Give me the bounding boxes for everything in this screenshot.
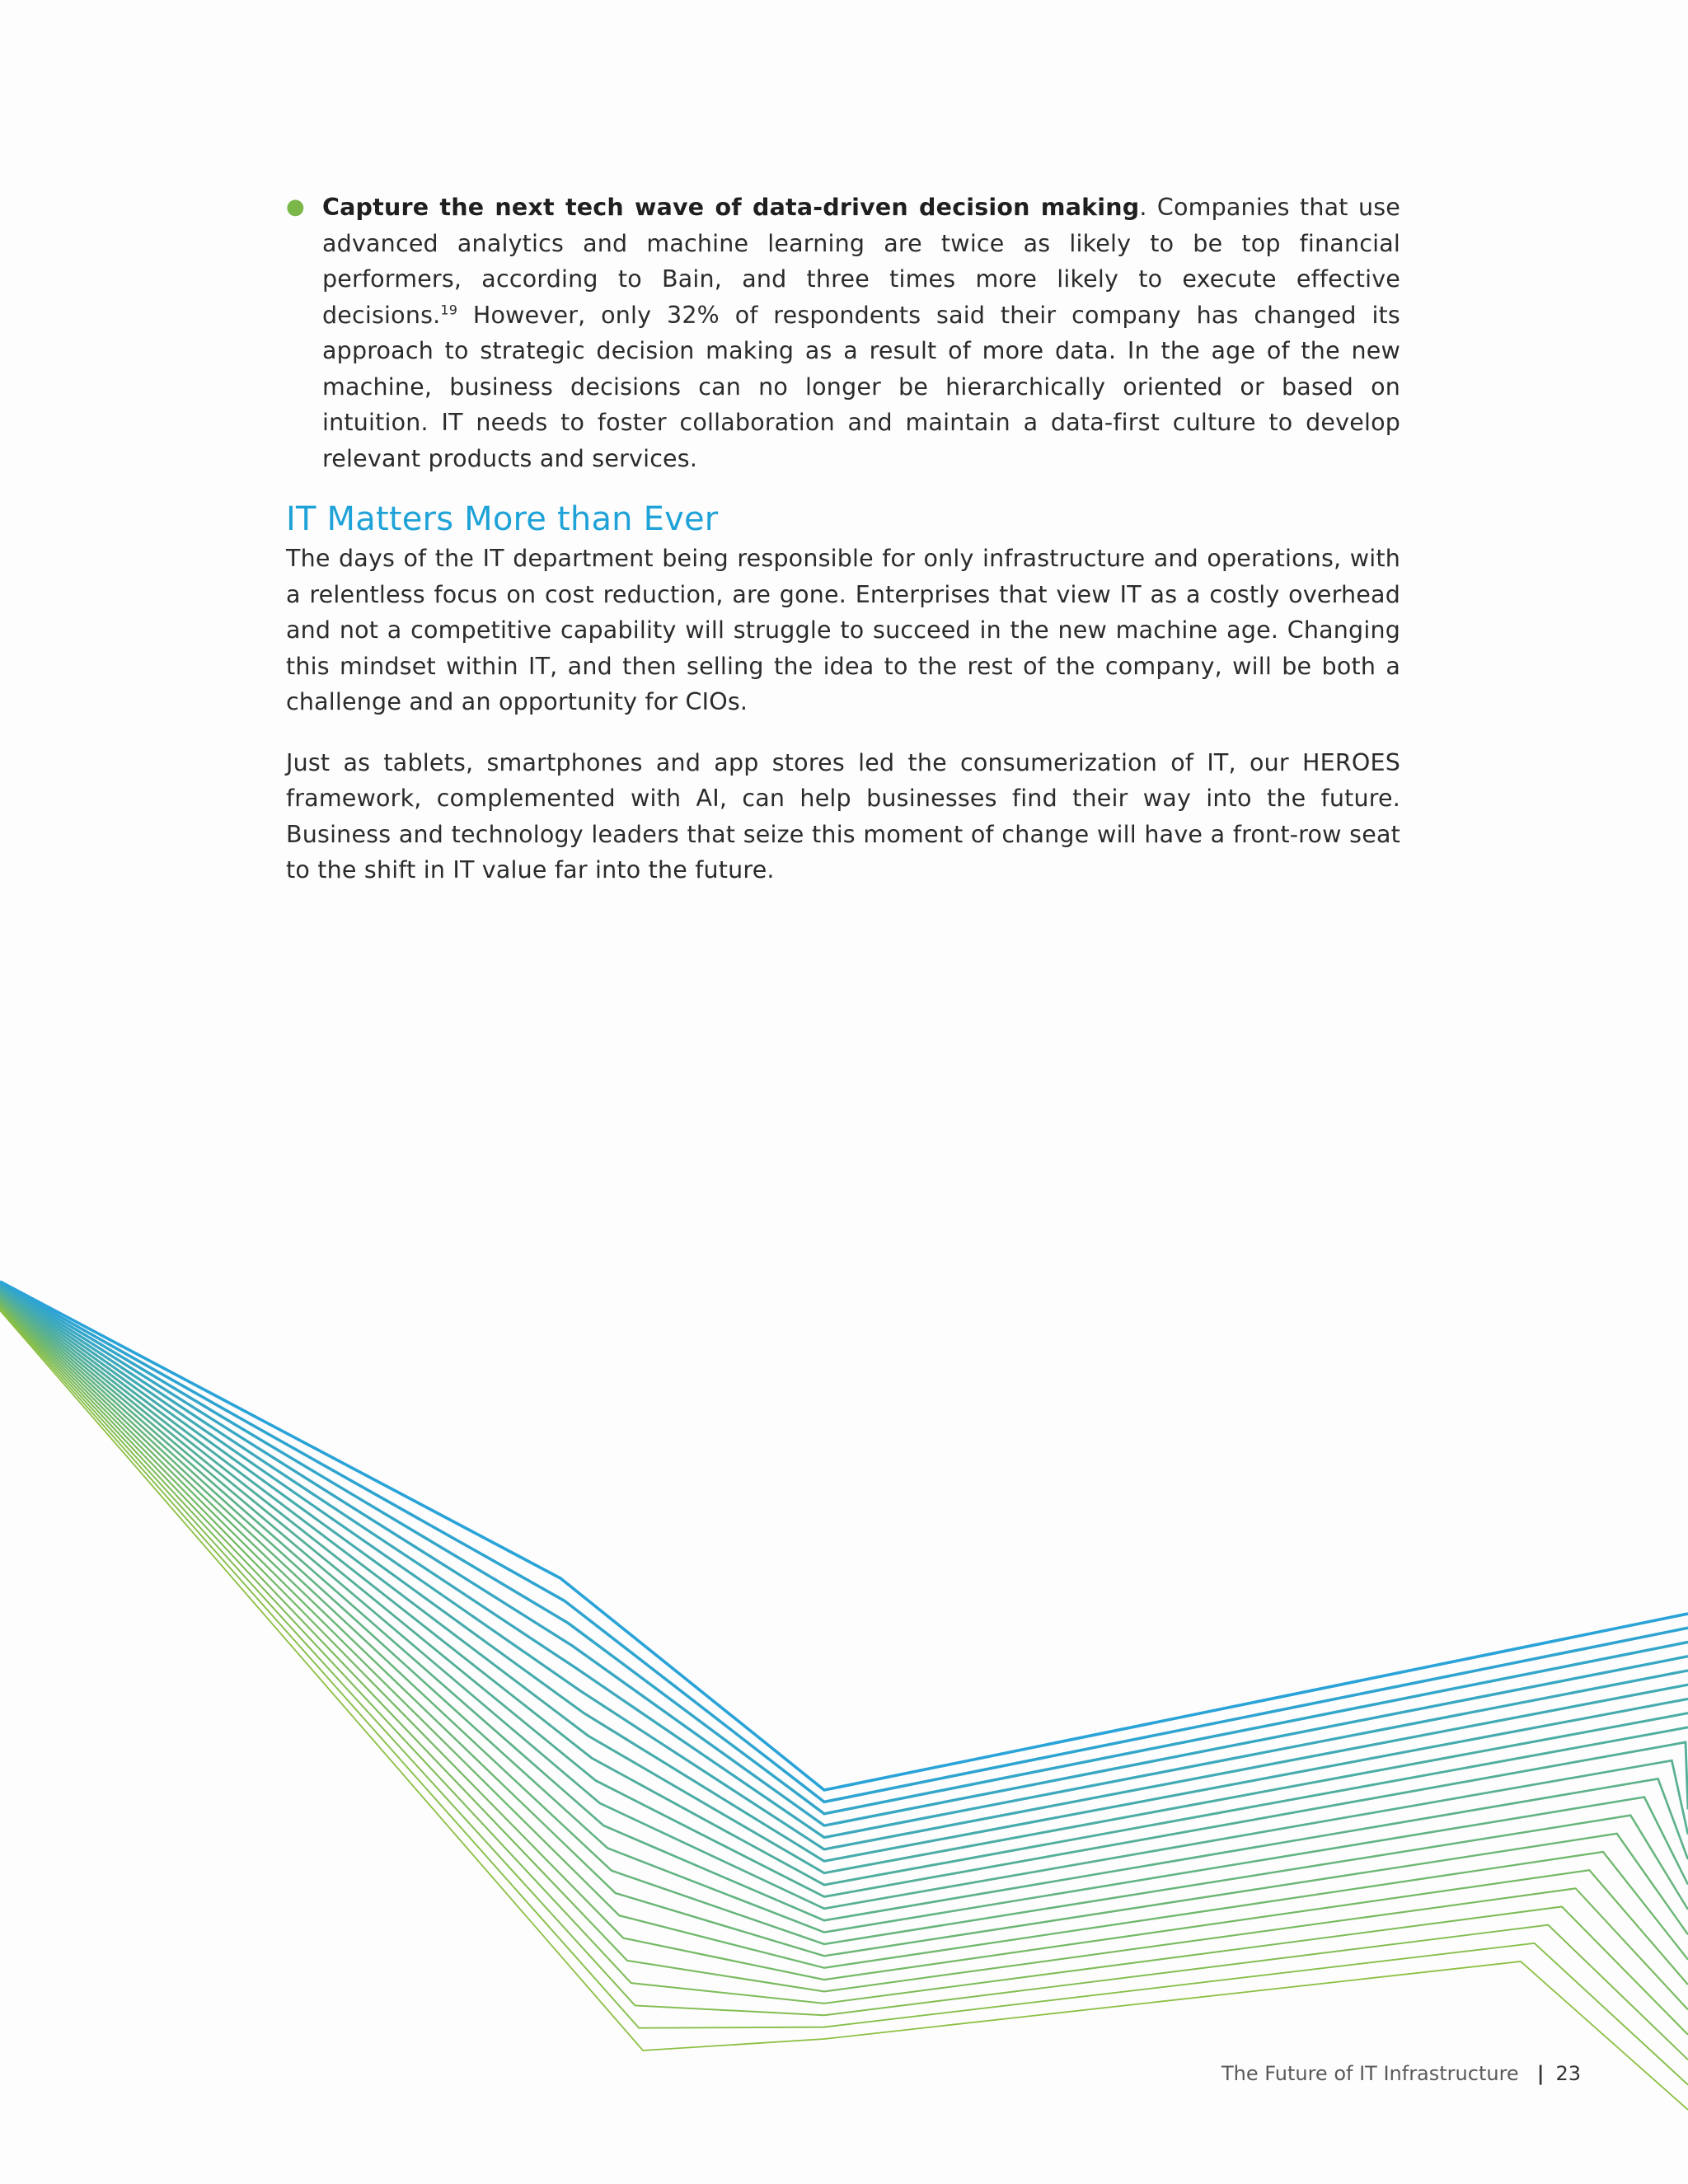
wave-line xyxy=(0,1292,1688,1885)
wave-line xyxy=(0,1286,1688,1825)
wave-line xyxy=(0,1310,1688,2110)
page-footer xyxy=(1221,2062,1581,2085)
wave-line xyxy=(0,1283,1688,1802)
wave-line xyxy=(0,1290,1688,1861)
body-paragraph-2: Just as tablets, smartphones and app stores led the consumerization of IT, our HEROES framework, complemented with AI, can help businesses find their way into the future. Business and technology leaders that seize this moment of change will have a front-row seat to the shift in IT value far into the future. xyxy=(286,748,1400,883)
section-heading: IT Matters More than Ever xyxy=(286,500,719,538)
footer-title: The Future of IT Infrastructure xyxy=(1221,2062,1519,2085)
bullet-lead-text: Capture the next tech wave of data-driven decision making xyxy=(322,194,1140,221)
wave-line xyxy=(0,1302,1688,1968)
wave-line xyxy=(0,1284,1688,1813)
footer-separator: | xyxy=(1536,2062,1545,2085)
wave-line xyxy=(0,1305,1688,2009)
wave-line xyxy=(0,1308,1688,2060)
body-paragraph-1: The days of the IT department being responsible for only infrastructure and operations, with a relentless focus on cost reduction, are gone. Enterprises that view IT as a costly overhead and not a competitive capability will struggle to succeed in the new machine age. Changing this mindset within IT, and then selling the idea to the rest of the company, will be both a challenge and an opportunity for CIOs. xyxy=(286,545,1400,715)
wave-line xyxy=(0,1294,1688,1896)
bullet-body-text-cont: However, only 32% of respondents said their company has changed its approach to strategic decision making as a result of more data. In the age of the new machine, business decisions can no longer be hierarchically oriented or based on intuition. IT needs to foster collaboration and maintain a data-first culture to develop relevant products and services. xyxy=(322,301,1400,472)
bullet-list-item xyxy=(286,190,1400,476)
wave-line xyxy=(0,1300,1688,1944)
footnote-ref: 19 xyxy=(440,302,458,317)
bullet-dot-icon: ● xyxy=(286,194,305,219)
wave-line xyxy=(0,1296,1688,1920)
bullet-body-text: . Companies that use advanced analytics and machine learning are twice as likely to be top financial performers, according to Bain, and three times more likely to execute effective decisions. xyxy=(322,194,1401,329)
page-number: 23 xyxy=(1555,2062,1581,2085)
wave-line xyxy=(0,1298,1688,1933)
main-content xyxy=(286,190,1400,888)
